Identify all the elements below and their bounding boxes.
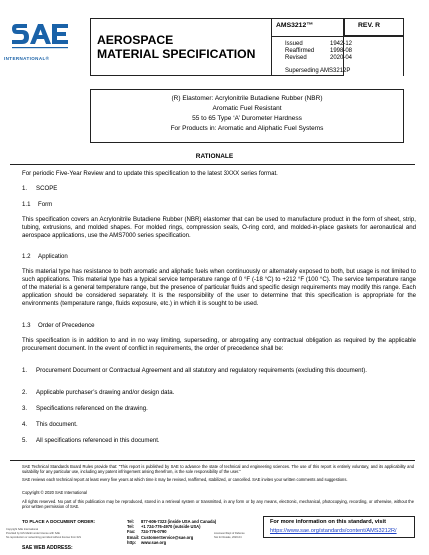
- logo-subtitle: INTERNATIONAL®: [4, 56, 50, 61]
- contact-email[interactable]: Email: CustomerService@sae.org: [127, 534, 194, 540]
- section-1-2-heading: 1.2 Application: [22, 253, 68, 260]
- date-value-reaffirmed: 1998-08: [330, 48, 353, 54]
- more-info-title: For more information on this standard, visit: [270, 519, 386, 525]
- license-note-3: No reproduction or networking permitted without license from IHS: [6, 536, 81, 539]
- sae-logo: [10, 21, 70, 61]
- order-contacts: [127, 519, 216, 545]
- precedence-item-4: 4. This document.: [22, 421, 78, 428]
- rationale-text: For periodic Five-Year Review and to update this specification to the latest 3XXX series format.: [22, 170, 278, 177]
- doc-type-title: AEROSPACE MATERIAL SPECIFICATION: [97, 33, 256, 61]
- description-line-3: 55 to 65 Type ‘A’ Durometer Hardness: [192, 115, 302, 122]
- contact-web[interactable]: http: www.sae.org: [127, 539, 167, 545]
- section-1-heading: 1. SCOPE: [22, 185, 58, 192]
- date-label-issued: Issued: [285, 41, 303, 47]
- description-line-2: Aromatic Fuel Resistant: [212, 105, 282, 112]
- contact-tel-usa: Tel: 877-606-7323 (inside USA and Canada): [127, 519, 217, 524]
- precedence-item-5: 5. All specifications referenced in this document.: [22, 437, 160, 444]
- contact-fax: Fax: 724-776-0790: [127, 529, 167, 535]
- sae-web-address-label: SAE WEB ADDRESS:: [22, 545, 73, 551]
- header-divider: [272, 36, 404, 37]
- doc-number: AMS3212™: [276, 22, 314, 29]
- precedence-item-1: 1. Procurement Document or Contractual Agreement and all statutory and regulatory requirements (excluding this document).: [22, 367, 367, 374]
- rationale-divider: [10, 164, 415, 165]
- description-line-4: For Products in: Aromatic and Aliphatic Fuel Systems: [170, 125, 324, 132]
- footer-divider: [10, 460, 415, 461]
- standard-url-link[interactable]: https://www.sae.org/standards/content/AMS3212R/: [270, 528, 397, 534]
- footer-policy: SAE Technical Standards Board Rules provide that: “This report is published by SAE to advance the state of technical and engineering sciences. The use of this report is entirely voluntary, and its applicability and suitability for any particular use, including any patent infringement arising therefrom, is the sole responsibility of the user.”: [22, 464, 414, 474]
- date-label-revised: Revised: [285, 55, 307, 61]
- section-1-3-heading: 1.3 Order of Precedence: [22, 322, 95, 329]
- section-1-2-text: This material type has resistance to both aromatic and aliphatic fuels when continuously or alternately exposed to both, but usage is not limited to such applications. This material type has a typical service temperature range of 0 °F (-18 °C) to +212 °F (100 °C). The service temperature range of the material is a general temperature range, but the presence of particular fluids and specific design requirements may modify this range. Each application should be considered separately. It is the responsibility of the user to determine that this specification is appropriate for the environments (temperature range, fluids exposure, etc.) in which it is sought to be used.: [22, 268, 416, 307]
- precedence-item-2: 2. Applicable purchaser’s drawing and/or design data.: [22, 389, 175, 396]
- precedence-item-3: 3. Specifications referenced on the drawing.: [22, 405, 148, 412]
- revision-label: REV. R: [358, 22, 381, 29]
- sae-logo-mark: [10, 21, 72, 55]
- license-note-1: Copyright SAE International: [6, 528, 39, 531]
- licensee-note-2: Not for Resale, 2020-04: [214, 536, 242, 539]
- date-value-issued: 1942-12: [330, 41, 353, 47]
- section-1-1-heading: 1.1 Form: [22, 201, 53, 208]
- superseding-note: Superseding AMS3212P: [285, 68, 351, 74]
- date-label-reaffirmed: Reaffirmed: [285, 48, 315, 54]
- date-value-revised: 2020-04: [330, 55, 353, 61]
- footer-copyright: Copyright © 2020 SAE International: [22, 490, 87, 495]
- footer-rights: All rights reserved. No part of this publication may be reproduced, stored in a retrieval system or transmitted, in any form or by any means, electronic, mechanical, photocopying, recording, or otherwise, without the prior written permission of SAE.: [22, 499, 414, 509]
- contact-tel-intl: Tel: +1 724-776-4970 (outside USA): [127, 524, 201, 530]
- footer-review: SAE reviews each technical report at least every five years at which time it may be revised, reaffirmed, stabilized, or cancelled. SAE invites your written comments and suggestions.: [22, 477, 348, 482]
- description-line-1: (R) Elastomer: Acrylonitrile Butadiene Rubber (NBR): [171, 95, 323, 102]
- section-1-1-text: This specification covers an Acrylonitrile Butadiene Rubber (NBR) elastomer that can be used to manufacture product in the form of sheet, strip, tubing, extrusions, and molded shapes. For molded rings, compression seals, O-ring cord, and molded-in-place gaskets for aeronautical and aerospace applications, use the AMS7000 series specification.: [22, 216, 416, 239]
- license-note-2: Provided by IHS Markit under license with SAE: [6, 532, 60, 535]
- order-label: TO PLACE A DOCUMENT ORDER:: [22, 519, 96, 524]
- section-1-3-text: This specification is in addition to and in no way limiting, superseding, or abrogating any contractual obligation as required by the applicable procurement document. In the event of conflict in requirements, the order of precedence shall be:: [22, 337, 416, 352]
- rationale-heading: RATIONALE: [195, 153, 234, 160]
- licensee-note-1: Licensee=Dept of Defense: [214, 532, 245, 535]
